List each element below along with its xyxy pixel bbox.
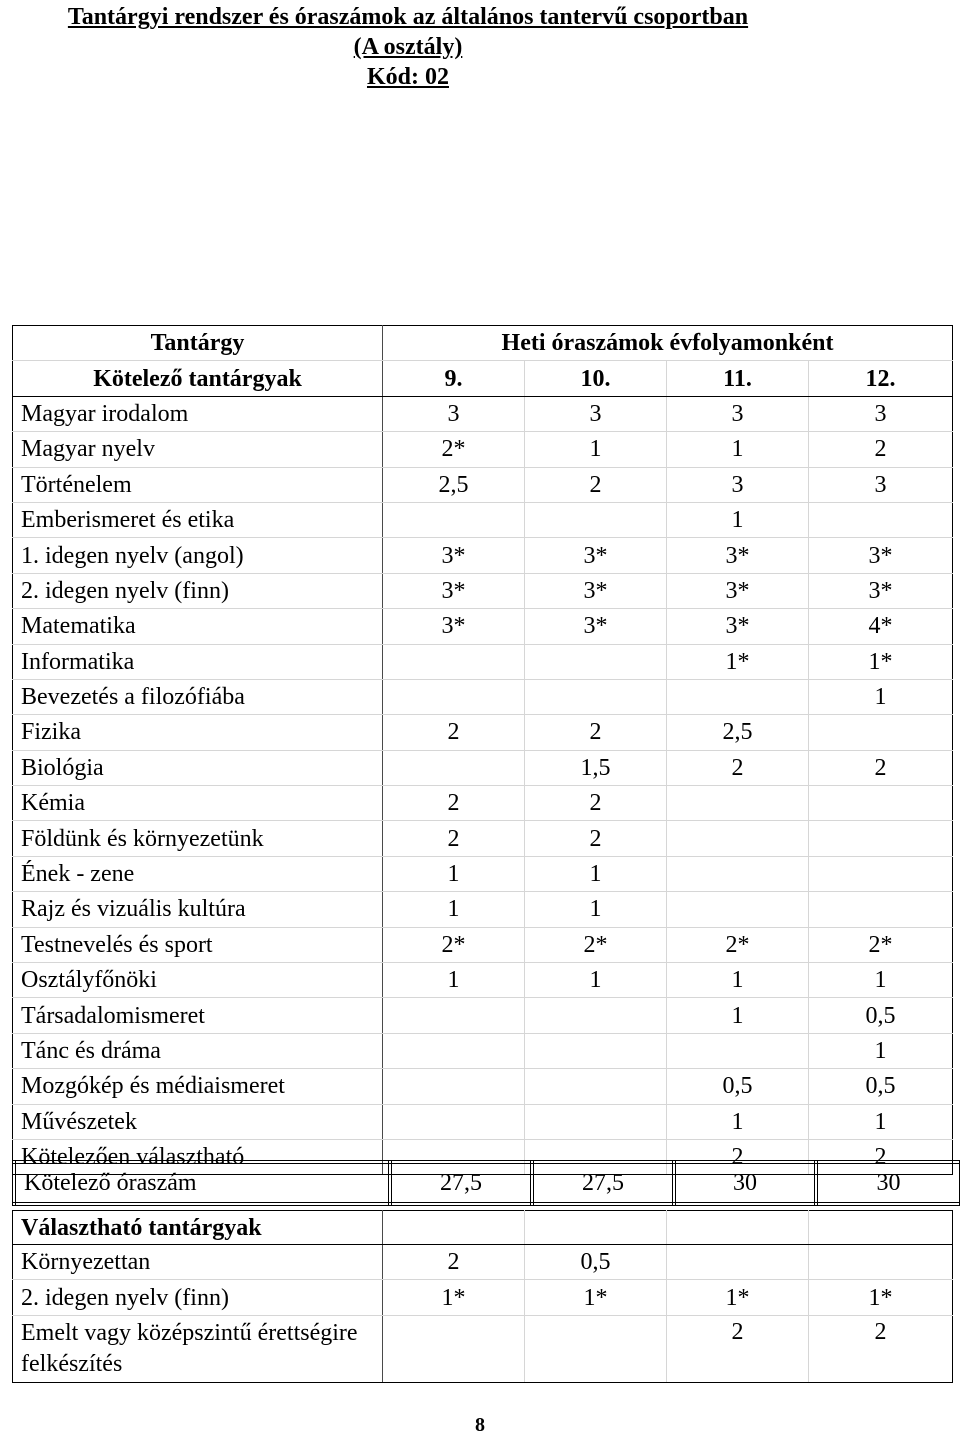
hours-cell-grade-10 [525, 998, 667, 1033]
hours-cell-grade-12: 3* [809, 538, 953, 573]
table-row [13, 538, 953, 573]
hours-cell-grade-10 [525, 1315, 667, 1382]
hours-cell-grade-12 [809, 1245, 953, 1280]
hours-cell-grade-10: 3* [525, 573, 667, 608]
hours-cell-grade-12: 4* [809, 609, 953, 644]
hours-cell-grade-10: 3* [525, 538, 667, 573]
mandatory-subjects-header: Kötelező tantárgyak [13, 361, 383, 396]
hours-cell-grade-9 [383, 502, 525, 537]
table-row [13, 1245, 953, 1280]
hours-cell-grade-11: 1 [667, 502, 809, 537]
document-title-line1: Tantárgyi rendszer és óraszámok az általános tantervű csoportban [67, 4, 749, 30]
subject-cell: Bevezetés a filozófiába [13, 679, 383, 714]
optional-subjects-header: Választható tantárgyak [13, 1211, 383, 1245]
hours-cell-grade-10 [525, 502, 667, 537]
hours-cell-grade-9 [383, 750, 525, 785]
table-row [13, 715, 953, 750]
hours-cell-grade-12 [809, 821, 953, 856]
total-grade-11: 30 [674, 1162, 816, 1204]
grade-12-header: 12. [809, 361, 953, 396]
hours-cell-grade-9: 3 [383, 396, 525, 431]
hours-cell-grade-11 [667, 892, 809, 927]
subject-cell: Informatika [13, 644, 383, 679]
hours-cell-grade-12 [809, 892, 953, 927]
total-label: Kötelező óraszám [14, 1162, 390, 1204]
subject-cell: 2. idegen nyelv (finn) [13, 573, 383, 608]
subject-cell: Környezettan [13, 1245, 383, 1280]
hours-cell-grade-12: 3 [809, 396, 953, 431]
hours-cell-grade-10: 3* [525, 609, 667, 644]
hours-cell-grade-11: 2,5 [667, 715, 809, 750]
table-row [13, 679, 953, 714]
hours-cell-grade-12: 1* [809, 1280, 953, 1315]
hours-cell-grade-11 [667, 1033, 809, 1068]
hours-cell-grade-12: 3* [809, 573, 953, 608]
hours-cell-grade-9: 1* [383, 1280, 525, 1315]
table-row [13, 927, 953, 962]
hours-cell-grade-9: 2,5 [383, 467, 525, 502]
table-row [13, 892, 953, 927]
table-row [13, 644, 953, 679]
hours-cell-grade-12: 1 [809, 1104, 953, 1139]
subject-cell: Kötelezően választható [13, 1139, 383, 1174]
table-row [13, 396, 953, 431]
hours-cell-grade-9: 2* [383, 432, 525, 467]
hours-cell-grade-11 [667, 679, 809, 714]
hours-cell-grade-9: 3* [383, 609, 525, 644]
hours-cell-grade-11: 3 [667, 467, 809, 502]
grade-header-row [13, 361, 953, 396]
hours-cell-grade-10: 1 [525, 432, 667, 467]
hours-cell-grade-11: 3* [667, 609, 809, 644]
hours-cell-grade-9 [383, 998, 525, 1033]
subject-cell: Emberismeret és etika [13, 502, 383, 537]
hours-cell-grade-12: 2 [809, 1139, 953, 1174]
subject-cell: Osztályfőnöki [13, 963, 383, 998]
hours-cell-grade-10: 1 [525, 963, 667, 998]
total-grade-12: 30 [816, 1162, 960, 1204]
subject-cell: Ének - zene [13, 856, 383, 891]
hours-cell-grade-10: 1 [525, 892, 667, 927]
hours-cell-grade-10 [525, 1033, 667, 1068]
subject-cell: Magyar nyelv [13, 432, 383, 467]
hours-cell-grade-10 [525, 1104, 667, 1139]
document-title-line2: (A osztály) [353, 34, 463, 60]
subject-cell: Földünk és környezetünk [13, 821, 383, 856]
hours-cell-grade-12: 2 [809, 432, 953, 467]
hours-cell-grade-12: 2 [809, 750, 953, 785]
hours-cell-grade-9: 1 [383, 963, 525, 998]
subject-cell: 2. idegen nyelv (finn) [13, 1280, 383, 1315]
hours-cell-grade-9: 3* [383, 538, 525, 573]
hours-cell-grade-11: 1* [667, 1280, 809, 1315]
hours-cell-grade-10 [525, 644, 667, 679]
hours-cell-grade-11: 3* [667, 538, 809, 573]
grade-10-header: 10. [525, 361, 667, 396]
subject-cell: Matematika [13, 609, 383, 644]
hours-cell-grade-11: 2 [667, 1315, 809, 1382]
table-header-row [13, 326, 953, 361]
table-row [13, 821, 953, 856]
total-row [14, 1162, 960, 1204]
table-row [13, 432, 953, 467]
total-grade-10: 27,5 [532, 1162, 674, 1204]
hours-cell-grade-9 [383, 679, 525, 714]
hours-cell-grade-10: 2 [525, 715, 667, 750]
table-row [13, 963, 953, 998]
table-row [13, 1069, 953, 1104]
table-row [13, 1280, 953, 1315]
hours-cell-grade-9: 2 [383, 715, 525, 750]
hours-cell-grade-11: 1 [667, 963, 809, 998]
weekly-hours-header: Heti óraszámok évfolyamonként [383, 326, 953, 361]
table-row [13, 502, 953, 537]
optional-subjects-table [12, 1210, 953, 1383]
hours-cell-grade-10: 2 [525, 786, 667, 821]
hours-cell-grade-12: 1 [809, 963, 953, 998]
hours-cell-grade-10: 2 [525, 821, 667, 856]
hours-cell-grade-9: 2 [383, 786, 525, 821]
hours-cell-grade-10: 2* [525, 927, 667, 962]
hours-cell-grade-12 [809, 502, 953, 537]
hours-cell-grade-9: 2 [383, 1245, 525, 1280]
grade-9-header: 9. [383, 361, 525, 396]
subject-cell: Történelem [13, 467, 383, 502]
hours-cell-grade-12 [809, 715, 953, 750]
table-row [13, 609, 953, 644]
hours-cell-grade-12: 1 [809, 679, 953, 714]
hours-cell-grade-12 [809, 856, 953, 891]
subject-cell: Társadalomismeret [13, 998, 383, 1033]
optional-header-row [13, 1211, 953, 1245]
hours-cell-grade-9: 1 [383, 856, 525, 891]
hours-cell-grade-10: 1 [525, 856, 667, 891]
hours-cell-grade-9 [383, 1069, 525, 1104]
table-row [13, 467, 953, 502]
table-row [13, 786, 953, 821]
hours-cell-grade-12: 2 [809, 1315, 953, 1382]
hours-cell-grade-11: 1* [667, 644, 809, 679]
hours-cell-grade-12 [809, 786, 953, 821]
subject-cell: Biológia [13, 750, 383, 785]
hours-cell-grade-9: 1 [383, 892, 525, 927]
document-title-line3: Kód: 02 [366, 64, 449, 90]
table-row [13, 1033, 953, 1068]
hours-cell-grade-9: 2 [383, 821, 525, 856]
hours-cell-grade-11: 3* [667, 573, 809, 608]
subject-cell: Testnevelés és sport [13, 927, 383, 962]
hours-cell-grade-11: 1 [667, 998, 809, 1033]
hours-cell-grade-11: 3 [667, 396, 809, 431]
hours-cell-grade-10 [525, 679, 667, 714]
hours-cell-grade-10 [525, 1069, 667, 1104]
hours-cell-grade-9: 3* [383, 573, 525, 608]
subject-cell: Magyar irodalom [13, 396, 383, 431]
grade-11-header: 11. [667, 361, 809, 396]
hours-cell-grade-9: 2* [383, 927, 525, 962]
hours-cell-grade-10: 0,5 [525, 1245, 667, 1280]
hours-cell-grade-11: 0,5 [667, 1069, 809, 1104]
subject-column-header: Tantárgy [13, 326, 383, 361]
subject-cell: Művészetek [13, 1104, 383, 1139]
table-row [13, 573, 953, 608]
subject-cell: Rajz és vizuális kultúra [13, 892, 383, 927]
hours-cell-grade-12: 3 [809, 467, 953, 502]
hours-cell-grade-12: 0,5 [809, 1069, 953, 1104]
subject-cell: Tánc és dráma [13, 1033, 383, 1068]
curriculum-table [12, 325, 953, 1175]
hours-cell-grade-11: 1 [667, 1104, 809, 1139]
hours-cell-grade-12: 2* [809, 927, 953, 962]
subject-cell: Emelt vagy középszintű érettségire felkészítés [13, 1315, 383, 1382]
total-grade-9: 27,5 [390, 1162, 532, 1204]
hours-cell-grade-11: 2 [667, 750, 809, 785]
subject-cell: Kémia [13, 786, 383, 821]
hours-cell-grade-10: 1* [525, 1280, 667, 1315]
hours-cell-grade-9 [383, 1104, 525, 1139]
table-row [13, 998, 953, 1033]
subject-cell: Mozgókép és médiaismeret [13, 1069, 383, 1104]
table-row [13, 750, 953, 785]
subject-cell: Fizika [13, 715, 383, 750]
hours-cell-grade-11 [667, 821, 809, 856]
hours-cell-grade-9 [383, 1315, 525, 1382]
hours-cell-grade-10: 1,5 [525, 750, 667, 785]
hours-cell-grade-12: 0,5 [809, 998, 953, 1033]
hours-cell-grade-9 [383, 644, 525, 679]
total-hours-table [12, 1160, 960, 1206]
hours-cell-grade-10: 2 [525, 467, 667, 502]
hours-cell-grade-12: 1* [809, 644, 953, 679]
table-row [13, 856, 953, 891]
subject-cell: 1. idegen nyelv (angol) [13, 538, 383, 573]
hours-cell-grade-10: 3 [525, 396, 667, 431]
hours-cell-grade-11: 2* [667, 927, 809, 962]
table-row [13, 1104, 953, 1139]
hours-cell-grade-9 [383, 1033, 525, 1068]
hours-cell-grade-11 [667, 856, 809, 891]
hours-cell-grade-11 [667, 786, 809, 821]
page-number: 8 [475, 1414, 485, 1436]
hours-cell-grade-11: 2 [667, 1139, 809, 1174]
hours-cell-grade-11: 1 [667, 432, 809, 467]
hours-cell-grade-12: 1 [809, 1033, 953, 1068]
table-row [13, 1315, 953, 1382]
hours-cell-grade-11 [667, 1245, 809, 1280]
